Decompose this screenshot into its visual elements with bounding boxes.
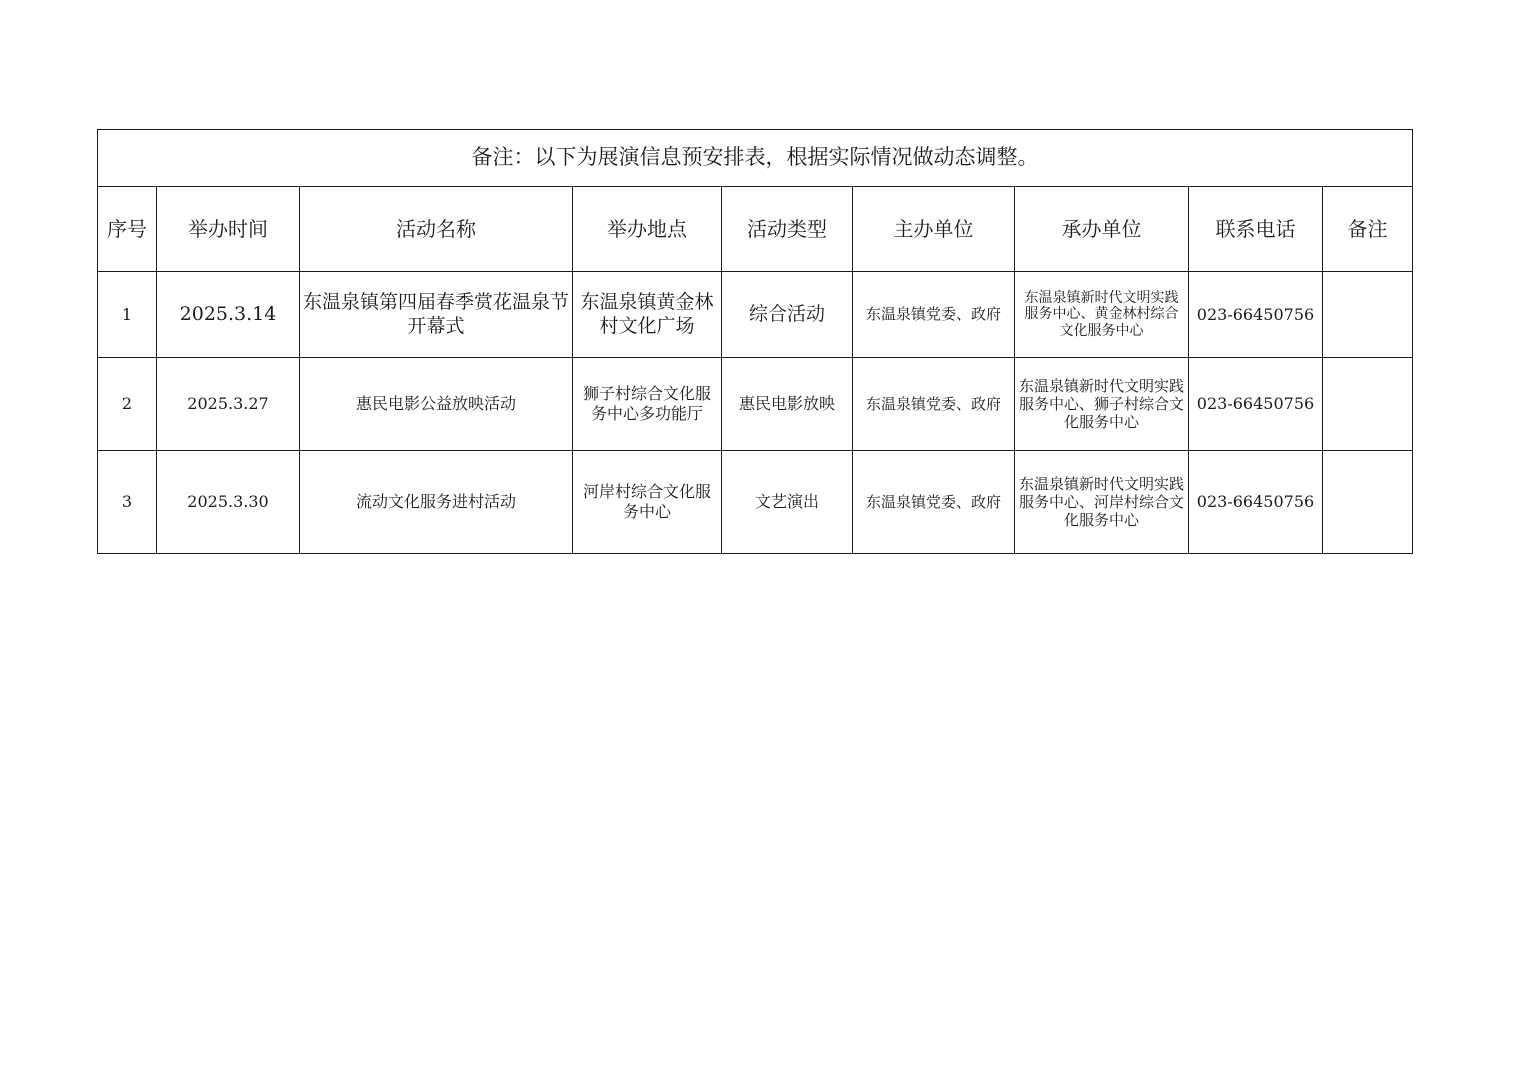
row-host: 东温泉镇党委、政府 [853,451,1015,554]
row-location: 东温泉镇黄金林村文化广场 [573,272,722,358]
row-date: 2025.3.30 [157,451,300,554]
row-remark [1323,272,1413,358]
row-phone: 023-66450756 [1189,272,1323,358]
table-row [98,358,1413,451]
header-index: 序号 [98,187,157,272]
row-activity-type: 综合活动 [722,272,853,358]
row-location: 河岸村综合文化服务中心 [573,451,722,554]
row-activity-name: 惠民电影公益放映活动 [300,358,573,451]
header-remark: 备注 [1323,187,1413,272]
header-location: 举办地点 [573,187,722,272]
row-remark [1323,451,1413,554]
header-activity-name: 活动名称 [300,187,573,272]
row-organizer: 东温泉镇新时代文明实践服务中心、黄金林村综合文化服务中心 [1015,272,1189,358]
row-activity-type: 惠民电影放映 [722,358,853,451]
row-activity-name: 流动文化服务进村活动 [300,451,573,554]
header-row [98,187,1413,272]
table-row [98,272,1413,358]
row-date: 2025.3.27 [157,358,300,451]
row-index: 2 [98,358,157,451]
row-host: 东温泉镇党委、政府 [853,272,1015,358]
row-remark [1323,358,1413,451]
note-row [98,130,1413,187]
header-date: 举办时间 [157,187,300,272]
schedule-note: 备注：以下为展演信息预安排表，根据实际情况做动态调整。 [98,130,1413,187]
row-phone: 023-66450756 [1189,451,1323,554]
row-location: 狮子村综合文化服务中心多功能厅 [573,358,722,451]
row-organizer: 东温泉镇新时代文明实践服务中心、狮子村综合文化服务中心 [1015,358,1189,451]
event-schedule-table [97,129,1413,554]
header-host: 主办单位 [853,187,1015,272]
row-host: 东温泉镇党委、政府 [853,358,1015,451]
row-index: 1 [98,272,157,358]
row-organizer: 东温泉镇新时代文明实践服务中心、河岸村综合文化服务中心 [1015,451,1189,554]
row-phone: 023-66450756 [1189,358,1323,451]
row-activity-type: 文艺演出 [722,451,853,554]
row-date: 2025.3.14 [157,272,300,358]
row-index: 3 [98,451,157,554]
table-row [98,451,1413,554]
row-activity-name: 东温泉镇第四届春季赏花温泉节开幕式 [300,272,573,358]
header-phone: 联系电话 [1189,187,1323,272]
header-organizer: 承办单位 [1015,187,1189,272]
header-activity-type: 活动类型 [722,187,853,272]
